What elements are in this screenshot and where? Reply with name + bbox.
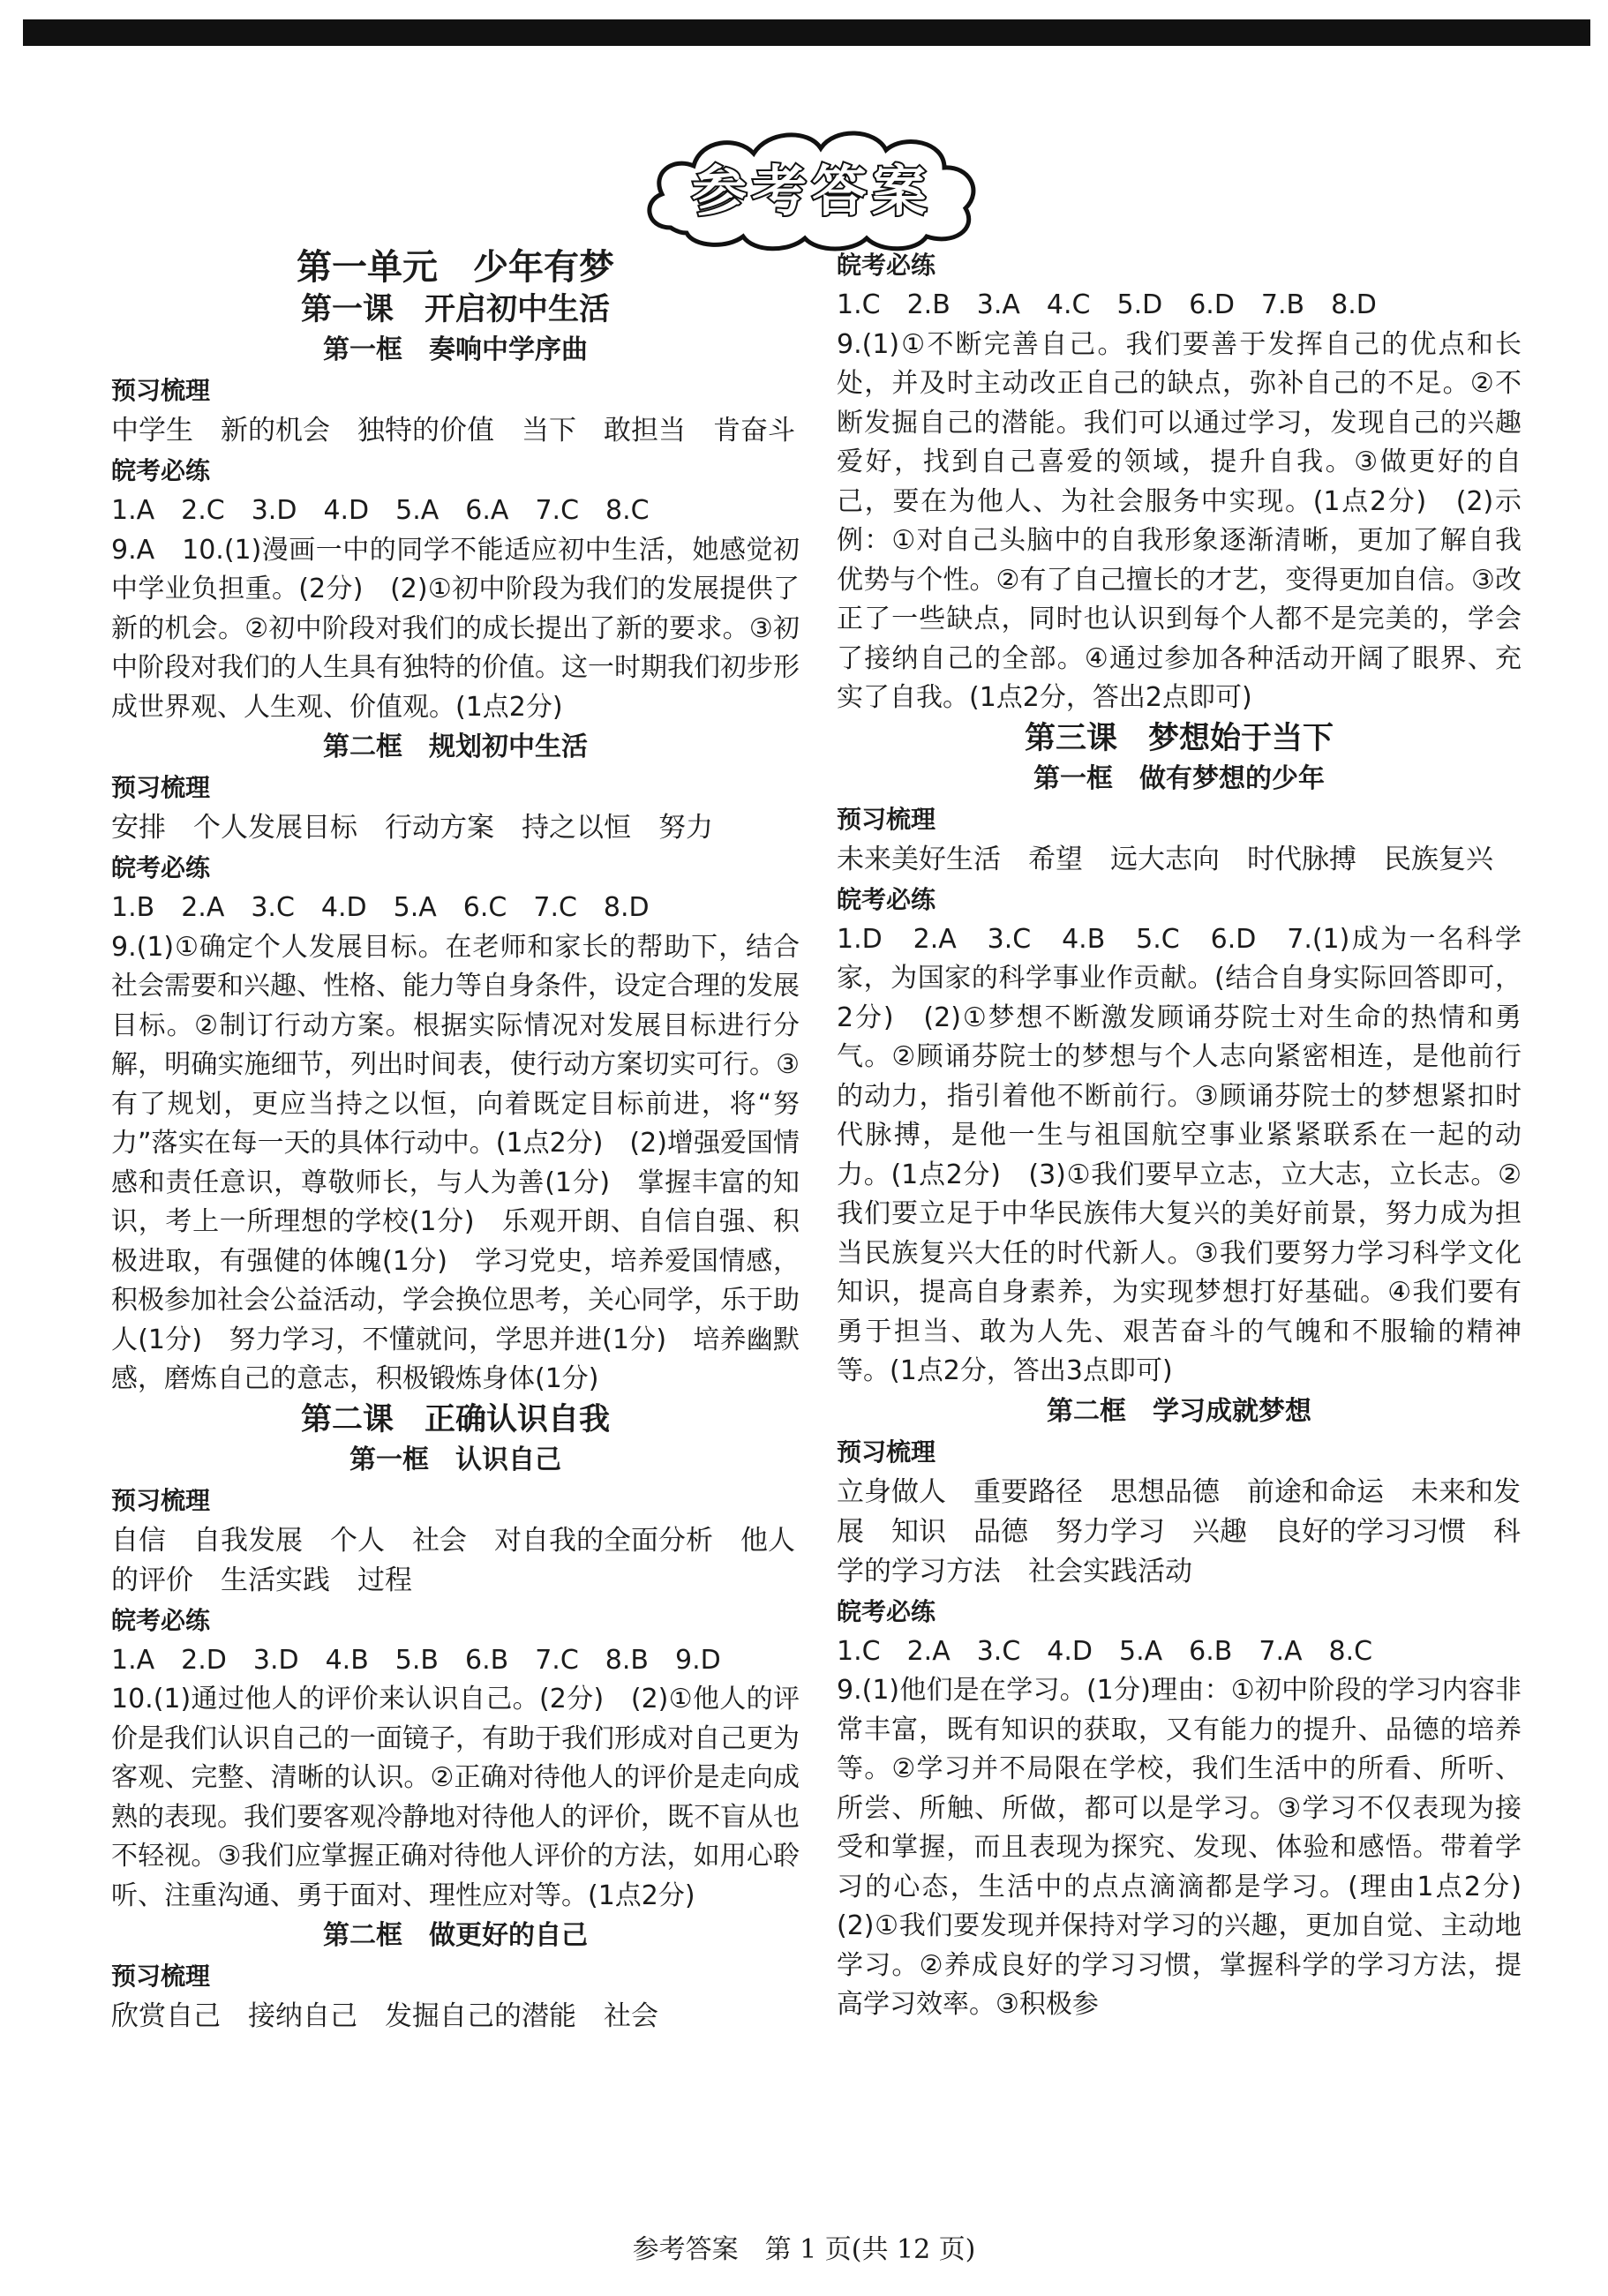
lesson-heading: 第三课 梦想始于当下 <box>1024 720 1334 756</box>
lesson-heading: 第二课 正确认识自我 <box>300 1401 610 1437</box>
frame-heading: 第一框 奏响中学序曲 <box>323 334 588 365</box>
answer-paragraph: 9.(1)①不断完善自己。我们要善于发挥自己的优点和长处，并及时主动改正自己的缺点，弥补自己的不足。②不断发掘自己的潜能。我们可以通过学习，发现自己的兴趣爱好，找到自己喜爱的领域，提升自我。③做更好的自己，要在为他人、为社会服务中实现。(1点2分) (2)示例：①对自己头脑中的自我形象逐渐清晰，更加了解自我优势与个性。②有了自己擅长的才艺，变得更加自信。③改正了一些缺点，同时也认识到每个人都不是完美的，学会了接纳自己的全部。④通过参加各种活动开阔了眼界、充实了自我。(1点2分，答出2点即可) <box>837 328 1522 713</box>
preview-terms: 安排 个人发展目标 行动方案 持之以恒 努力 <box>111 812 713 844</box>
preview-terms: 欣赏自己 接纳自己 发掘自己的潜能 社会 <box>111 2000 658 2032</box>
section-label: 皖考必练 <box>837 884 936 914</box>
unit-heading: 第一单元 少年有梦 <box>297 247 614 288</box>
preview-terms: 自信 自我发展 个人 社会 对自我的全面分析 他人的评价 生活实践 过程 <box>111 1524 795 1596</box>
frame-heading: 第二框 做更好的自己 <box>323 1920 588 1951</box>
mc-answers: 1.A 2.D 3.D 4.B 5.B 6.B 7.C 8.B 9.D <box>111 1644 721 1676</box>
title-cloud-graphic <box>635 124 988 256</box>
answer-paragraph: 9.(1)他们是在学习。(1分)理由：①初中阶段的学习内容非常丰富，既有知识的获取，又有能力的提升、品德的培养等。②学习并不局限在学校，我们生活中的所看、所听、所尝、所触、所做，都可以是学习。③学习不仅表现为接受和掌握，而且表现为探究、发现、体验和感悟。带着学习的心态，生活中的点点滴滴都是学习。(理由1点2分) (2)①我们要发现并保持对学习的兴趣，更加自觉、主动地学习。②养成良好的学习习惯，掌握科学的学习方法，提高学习效率。③积极参 <box>837 1675 1548 2020</box>
section-label: 预习梳理 <box>111 1485 211 1515</box>
section-label: 皖考必练 <box>111 853 211 882</box>
top-border-bar <box>23 19 1590 46</box>
page-footer: 参考答案 第 1 页(共 12 页) <box>632 2234 976 2265</box>
section-label: 皖考必练 <box>837 1596 936 1626</box>
section-label: 皖考必练 <box>111 456 211 485</box>
section-label: 预习梳理 <box>111 773 211 802</box>
mc-answers: 1.A 2.C 3.D 4.D 5.A 6.A 7.C 8.C <box>111 495 650 526</box>
section-label: 皖考必练 <box>837 251 936 280</box>
answer-paragraph: 9.A 10.(1)漫画一中的同学不能适应初中生活，她感觉初中学业负担重。(2分) (2)①初中阶段为我们的发展提供了新的机会。②初中阶段对我们的成长提出了新的要求。③初中阶段对我们的人生具有独特的价值。这一时期我们初步形成世界观、人生观、价值观。(1点2分) <box>111 534 800 723</box>
frame-heading: 第二框 学习成就梦想 <box>1047 1395 1311 1427</box>
answer-paragraph: 9.(1)①确定个人发展目标。在老师和家长的帮助下，结合社会需要和兴趣、性格、能力等自身条件，设定合理的发展目标。②制订行动方案。根据实际情况对发展目标进行分解，明确实施细节，列出时间表，使行动方案切实可行。③有了规划，更应当持之以恒，向着既定目标前进，将“努力”落实在每一天的具体行动中。(1点2分) (2)增强爱国情感和责任意识，尊敬师长，与人为善(1分) 掌握丰富的知识，考上一所理想的学校(1分) 乐观开朗、自信自强、积极进取，有强健的体魄(1分) 学习党史，培养爱国情感，积极参加社会公益活动，学会换位思考，关心同学，乐于助人(1分) 努力学习，不懂就问，学思并进(1分) 培养幽默感，磨炼自己的意志，积极锻炼身体(1分) <box>111 931 800 1394</box>
page-title: 参考答案 <box>691 159 933 223</box>
section-label: 预习梳理 <box>111 1962 211 1991</box>
section-label: 预习梳理 <box>837 804 936 834</box>
section-label: 皖考必练 <box>111 1605 211 1635</box>
mc-answers: 1.B 2.A 3.C 4.D 5.A 6.C 7.C 8.D <box>111 892 650 923</box>
preview-terms: 立身做人 重要路径 思想品德 前途和命运 未来和发展 知识 品德 努力学习 兴趣 良好的学习习惯 科学的学习方法 社会实践活动 <box>837 1475 1521 1587</box>
lesson-heading: 第一课 开启初中生活 <box>300 292 610 327</box>
section-label: 预习梳理 <box>837 1437 936 1467</box>
title-banner <box>635 124 988 256</box>
frame-heading: 第二框 规划初中生活 <box>323 732 588 762</box>
frame-heading: 第一框 认识自己 <box>349 1444 561 1475</box>
preview-terms: 未来美好生活 希望 远大志向 时代脉搏 民族复兴 <box>837 843 1493 875</box>
mc-answers: 1.C 2.A 3.C 4.D 5.A 6.B 7.A 8.C <box>837 1635 1373 1667</box>
mc-answers: 1.C 2.B 3.A 4.C 5.D 6.D 7.B 8.D <box>837 289 1377 320</box>
answer-paragraph: 1.D 2.A 3.C 4.B 5.C 6.D 7.(1)成为一名科学家，为国家的科学事业作贡献。(结合自身实际回答即可，2分) (2)①梦想不断激发顾诵芬院士对生命的热情和勇气。②顾诵芬院士的梦想与个人志向紧密相连，是他前行的动力，指引着他不断前行。③顾诵芬院士的梦想紧扣时代脉搏，是他一生与祖国航空事业紧紧联系在一起的动力。(1点2分) (3)①我们要早立志，立大志，立长志。②我们要立足于中华民族伟大复兴的美好前景，努力成为担当民族复兴大任的时代新人。③我们要努力学习科学文化知识，提高自身素养，为实现梦想打好基础。④我们要有勇于担当、敢为人先、艰苦奋斗的气魄和不服输的精神等。(1点2分，答出3点即可) <box>837 923 1522 1386</box>
answer-paragraph: 10.(1)通过他人的评价来认识自己。(2分) (2)①他人的评价是我们认识自己的一面镜子，有助于我们形成对自己更为客观、完整、清晰的认识。②正确对待他人的评价是走向成熟的表现。我们要客观冷静地对待他人的评价，既不盲从也不轻视。③我们应掌握正确对待他人评价的方法，如用心聆听、注重沟通、勇于面对、理性应对等。(1点2分) <box>111 1684 800 1911</box>
right-column <box>837 245 1548 2025</box>
left-column <box>111 245 800 2037</box>
frame-heading: 第一框 做有梦想的少年 <box>1033 762 1325 794</box>
preview-terms: 中学生 新的机会 独特的价值 当下 敢担当 肯奋斗 <box>111 415 795 446</box>
section-label: 预习梳理 <box>111 376 211 405</box>
